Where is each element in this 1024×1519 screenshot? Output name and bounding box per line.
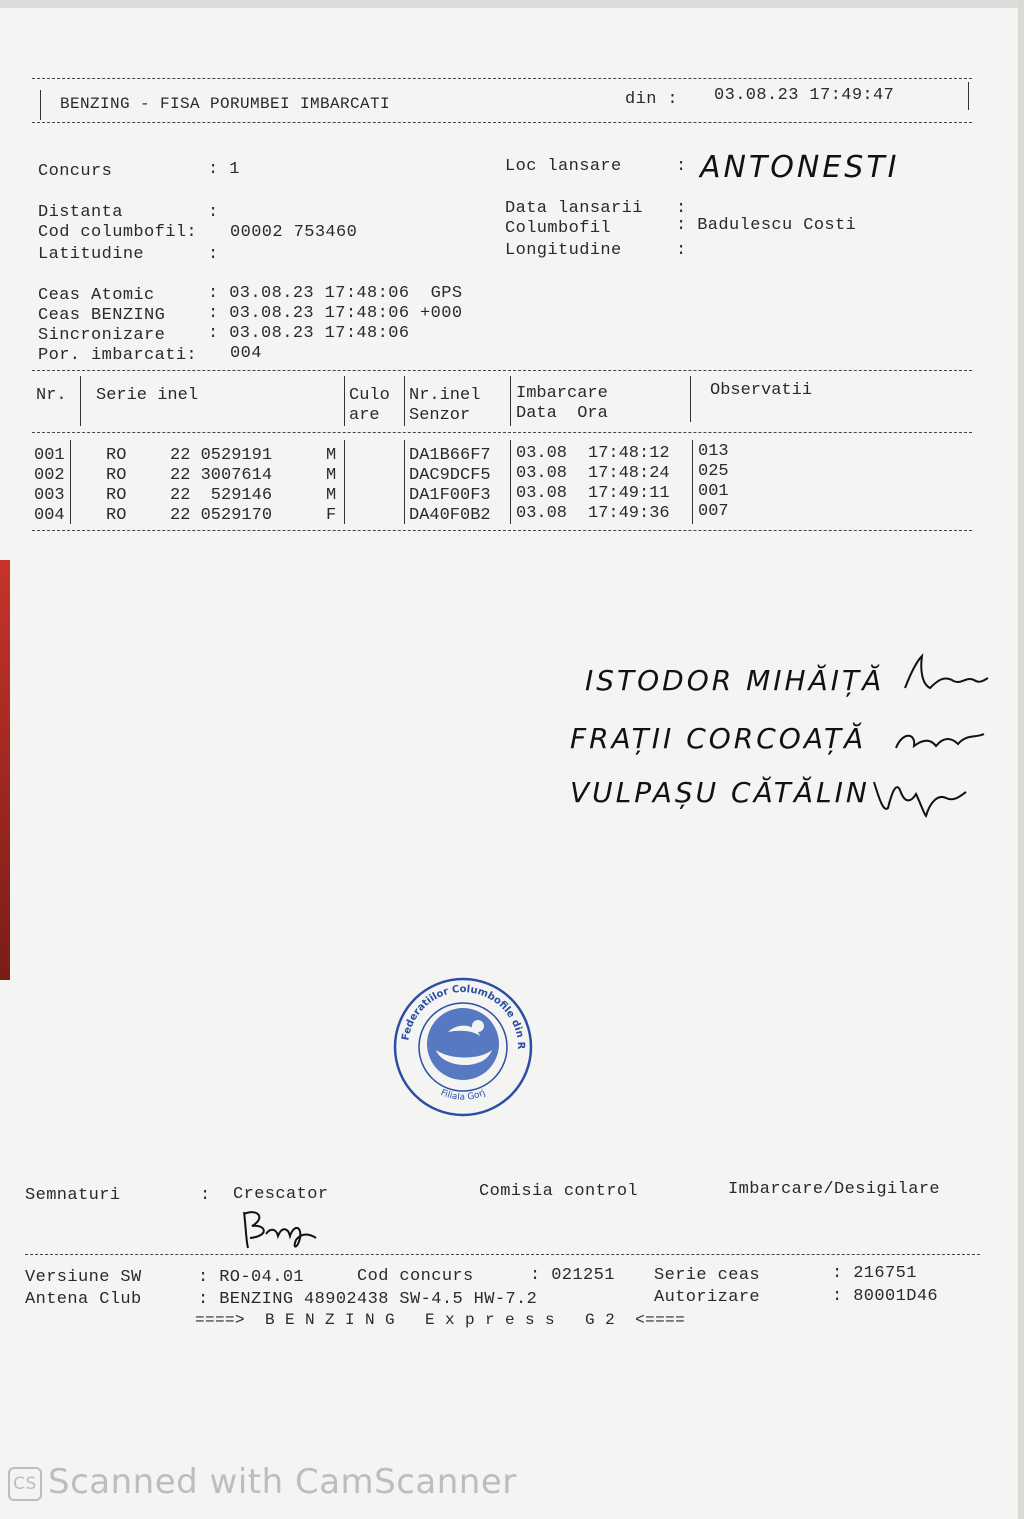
row-data: 03.08 (516, 464, 568, 483)
distanta-value: : (208, 203, 219, 222)
row-obs: 013 (698, 442, 729, 461)
row-obs: 025 (698, 462, 729, 481)
autorizare-label: Autorizare (654, 1288, 761, 1307)
camscanner-text: Scanned with CamScanner (48, 1462, 517, 1502)
row-sex: M (326, 446, 337, 465)
longitudine-label: Longitudine (505, 241, 622, 260)
federation-stamp (388, 972, 538, 1122)
row-obs: 007 (698, 502, 729, 521)
header-right-border (968, 82, 969, 110)
handwritten-name-2: FRAȚII CORCOAȚĂ (570, 722, 867, 755)
por-imbarcati-value: 004 (230, 344, 262, 363)
camscanner-watermark (8, 1462, 517, 1502)
scan-edge-left (0, 560, 10, 980)
loc-lansare-colon: : (676, 157, 687, 176)
row-nr: 003 (34, 486, 65, 505)
table-col-divider (344, 440, 345, 524)
row-serie: 22 3007614 (170, 466, 273, 485)
table-top-border (32, 370, 972, 371)
header-left-border (40, 90, 41, 120)
row-data: 03.08 (516, 484, 568, 503)
cod-concurs-label: Cod concurs (357, 1267, 474, 1286)
header-bottom-border (32, 122, 972, 123)
row-serie: 22 529146 (170, 486, 273, 505)
crescator-signature (236, 1204, 326, 1254)
serie-ceas-label: Serie ceas (654, 1266, 761, 1285)
ceas-atomic-value: : 03.08.23 17:48:06 GPS (208, 284, 463, 303)
loc-lansare-handwritten: ANTONESTI (700, 150, 900, 185)
antena-label: Antena Club (25, 1290, 142, 1309)
camscanner-logo-icon: CS (8, 1467, 42, 1501)
header-nrinel-1: Nr.inel (409, 386, 481, 405)
stamp-text-top: Federatiilor Columbofile din R (400, 984, 527, 1050)
imbarcare-label: Imbarcare/Desigilare (728, 1180, 941, 1199)
row-tara: RO (106, 446, 127, 465)
table-col-divider (404, 440, 405, 524)
scan-top-strip (0, 0, 1024, 8)
date-value: 03.08.23 17:49:47 (714, 86, 895, 105)
cod-concurs-value: : 021251 (530, 1266, 615, 1285)
loc-lansare-label: Loc lansare (505, 157, 622, 176)
table-col-divider (690, 376, 691, 422)
cod-columbofil-label: Cod columbofil: (38, 223, 198, 242)
concurs-label: Concurs (38, 162, 113, 181)
signature-2 (888, 722, 988, 762)
semnaturi-label: Semnaturi (25, 1186, 121, 1205)
antena-value: : BENZING 48902438 SW-4.5 HW-7.2 (198, 1290, 538, 1309)
ceas-atomic-label: Ceas Atomic (38, 286, 155, 305)
benzing-express-banner: ====> B E N Z I N G E x p r e s s G 2 <==== (195, 1311, 686, 1329)
comisia-label: Comisia control (479, 1182, 639, 1201)
footer-divider (25, 1254, 980, 1255)
row-senzor: DA1B66F7 (409, 446, 491, 465)
row-data: 03.08 (516, 504, 568, 523)
table-col-divider (510, 440, 511, 524)
table-header-border (32, 432, 972, 433)
concurs-value: : 1 (208, 160, 240, 179)
header-imbarcare-2: Data Ora (516, 404, 608, 423)
autorizare-value: : 80001D46 (832, 1287, 939, 1306)
row-ora: 17:49:36 (588, 504, 670, 523)
header-culoare-1: Culo (349, 386, 390, 405)
header-top-border (32, 78, 972, 79)
row-data: 03.08 (516, 444, 568, 463)
row-ora: 17:48:12 (588, 444, 670, 463)
table-col-divider (510, 376, 511, 426)
row-serie: 22 0529191 (170, 446, 273, 465)
header-observatii: Observatii (710, 381, 813, 400)
row-tara: RO (106, 466, 127, 485)
header-nr: Nr. (36, 386, 67, 405)
latitudine-value: : (208, 245, 219, 264)
table-col-divider (70, 440, 71, 524)
header-imbarcare-1: Imbarcare (516, 384, 608, 403)
data-lansarii-label: Data lansarii (505, 199, 643, 218)
row-tara: RO (106, 506, 127, 525)
row-sex: M (326, 486, 337, 505)
header-culoare-2: are (349, 406, 380, 425)
versiune-label: Versiune SW (25, 1268, 142, 1287)
header-serie: Serie inel (96, 386, 199, 405)
table-col-divider (404, 376, 405, 426)
crescator-label: Crescator (233, 1185, 329, 1204)
table-col-divider (692, 440, 693, 524)
ceas-benzing-label: Ceas BENZING (38, 306, 166, 325)
longitudine-value: : (676, 241, 687, 260)
header-nrinel-2: Senzor (409, 406, 471, 425)
stamp-text-bottom: Filiala Gorj (438, 1088, 488, 1103)
row-serie: 22 0529170 (170, 506, 273, 525)
table-bottom-border (32, 530, 972, 531)
row-nr: 004 (34, 506, 65, 525)
columbofil-label: Columbofil (505, 219, 612, 238)
document-title: BENZING - FISA PORUMBEI IMBARCATI (60, 95, 391, 113)
row-ora: 17:48:24 (588, 464, 670, 483)
date-label: din : (625, 90, 679, 109)
serie-ceas-value: : 216751 (832, 1264, 917, 1283)
row-nr: 002 (34, 466, 65, 485)
cod-columbofil-value: 00002 753460 (230, 223, 358, 242)
sincronizare-value: : 03.08.23 17:48:06 (208, 324, 410, 343)
data-lansarii-value: : (676, 199, 687, 218)
row-tara: RO (106, 486, 127, 505)
row-obs: 001 (698, 482, 729, 501)
versiune-value: : RO-04.01 (198, 1268, 305, 1287)
row-sex: F (326, 506, 337, 525)
scan-edge-right (1018, 0, 1024, 1519)
handwritten-name-3: VULPAȘU CĂTĂLIN (570, 776, 870, 809)
row-senzor: DAC9DCF5 (409, 466, 491, 485)
row-senzor: DA40F0B2 (409, 506, 491, 525)
table-col-divider (80, 376, 81, 426)
por-imbarcati-label: Por. imbarcati: (38, 346, 198, 365)
semnaturi-colon: : (200, 1186, 211, 1205)
row-ora: 17:49:11 (588, 484, 670, 503)
row-senzor: DA1F00F3 (409, 486, 491, 505)
signature-3 (870, 772, 970, 822)
ceas-benzing-value: : 03.08.23 17:48:06 +000 (208, 304, 463, 323)
row-nr: 001 (34, 446, 65, 465)
handwritten-name-1: ISTODOR MIHĂIȚĂ (585, 664, 885, 697)
row-sex: M (326, 466, 337, 485)
signature-1 (900, 650, 990, 700)
columbofil-value: : Badulescu Costi (676, 216, 857, 235)
sincronizare-label: Sincronizare (38, 326, 166, 345)
distanta-label: Distanta (38, 203, 123, 222)
table-col-divider (344, 376, 345, 426)
latitudine-label: Latitudine (38, 245, 145, 264)
